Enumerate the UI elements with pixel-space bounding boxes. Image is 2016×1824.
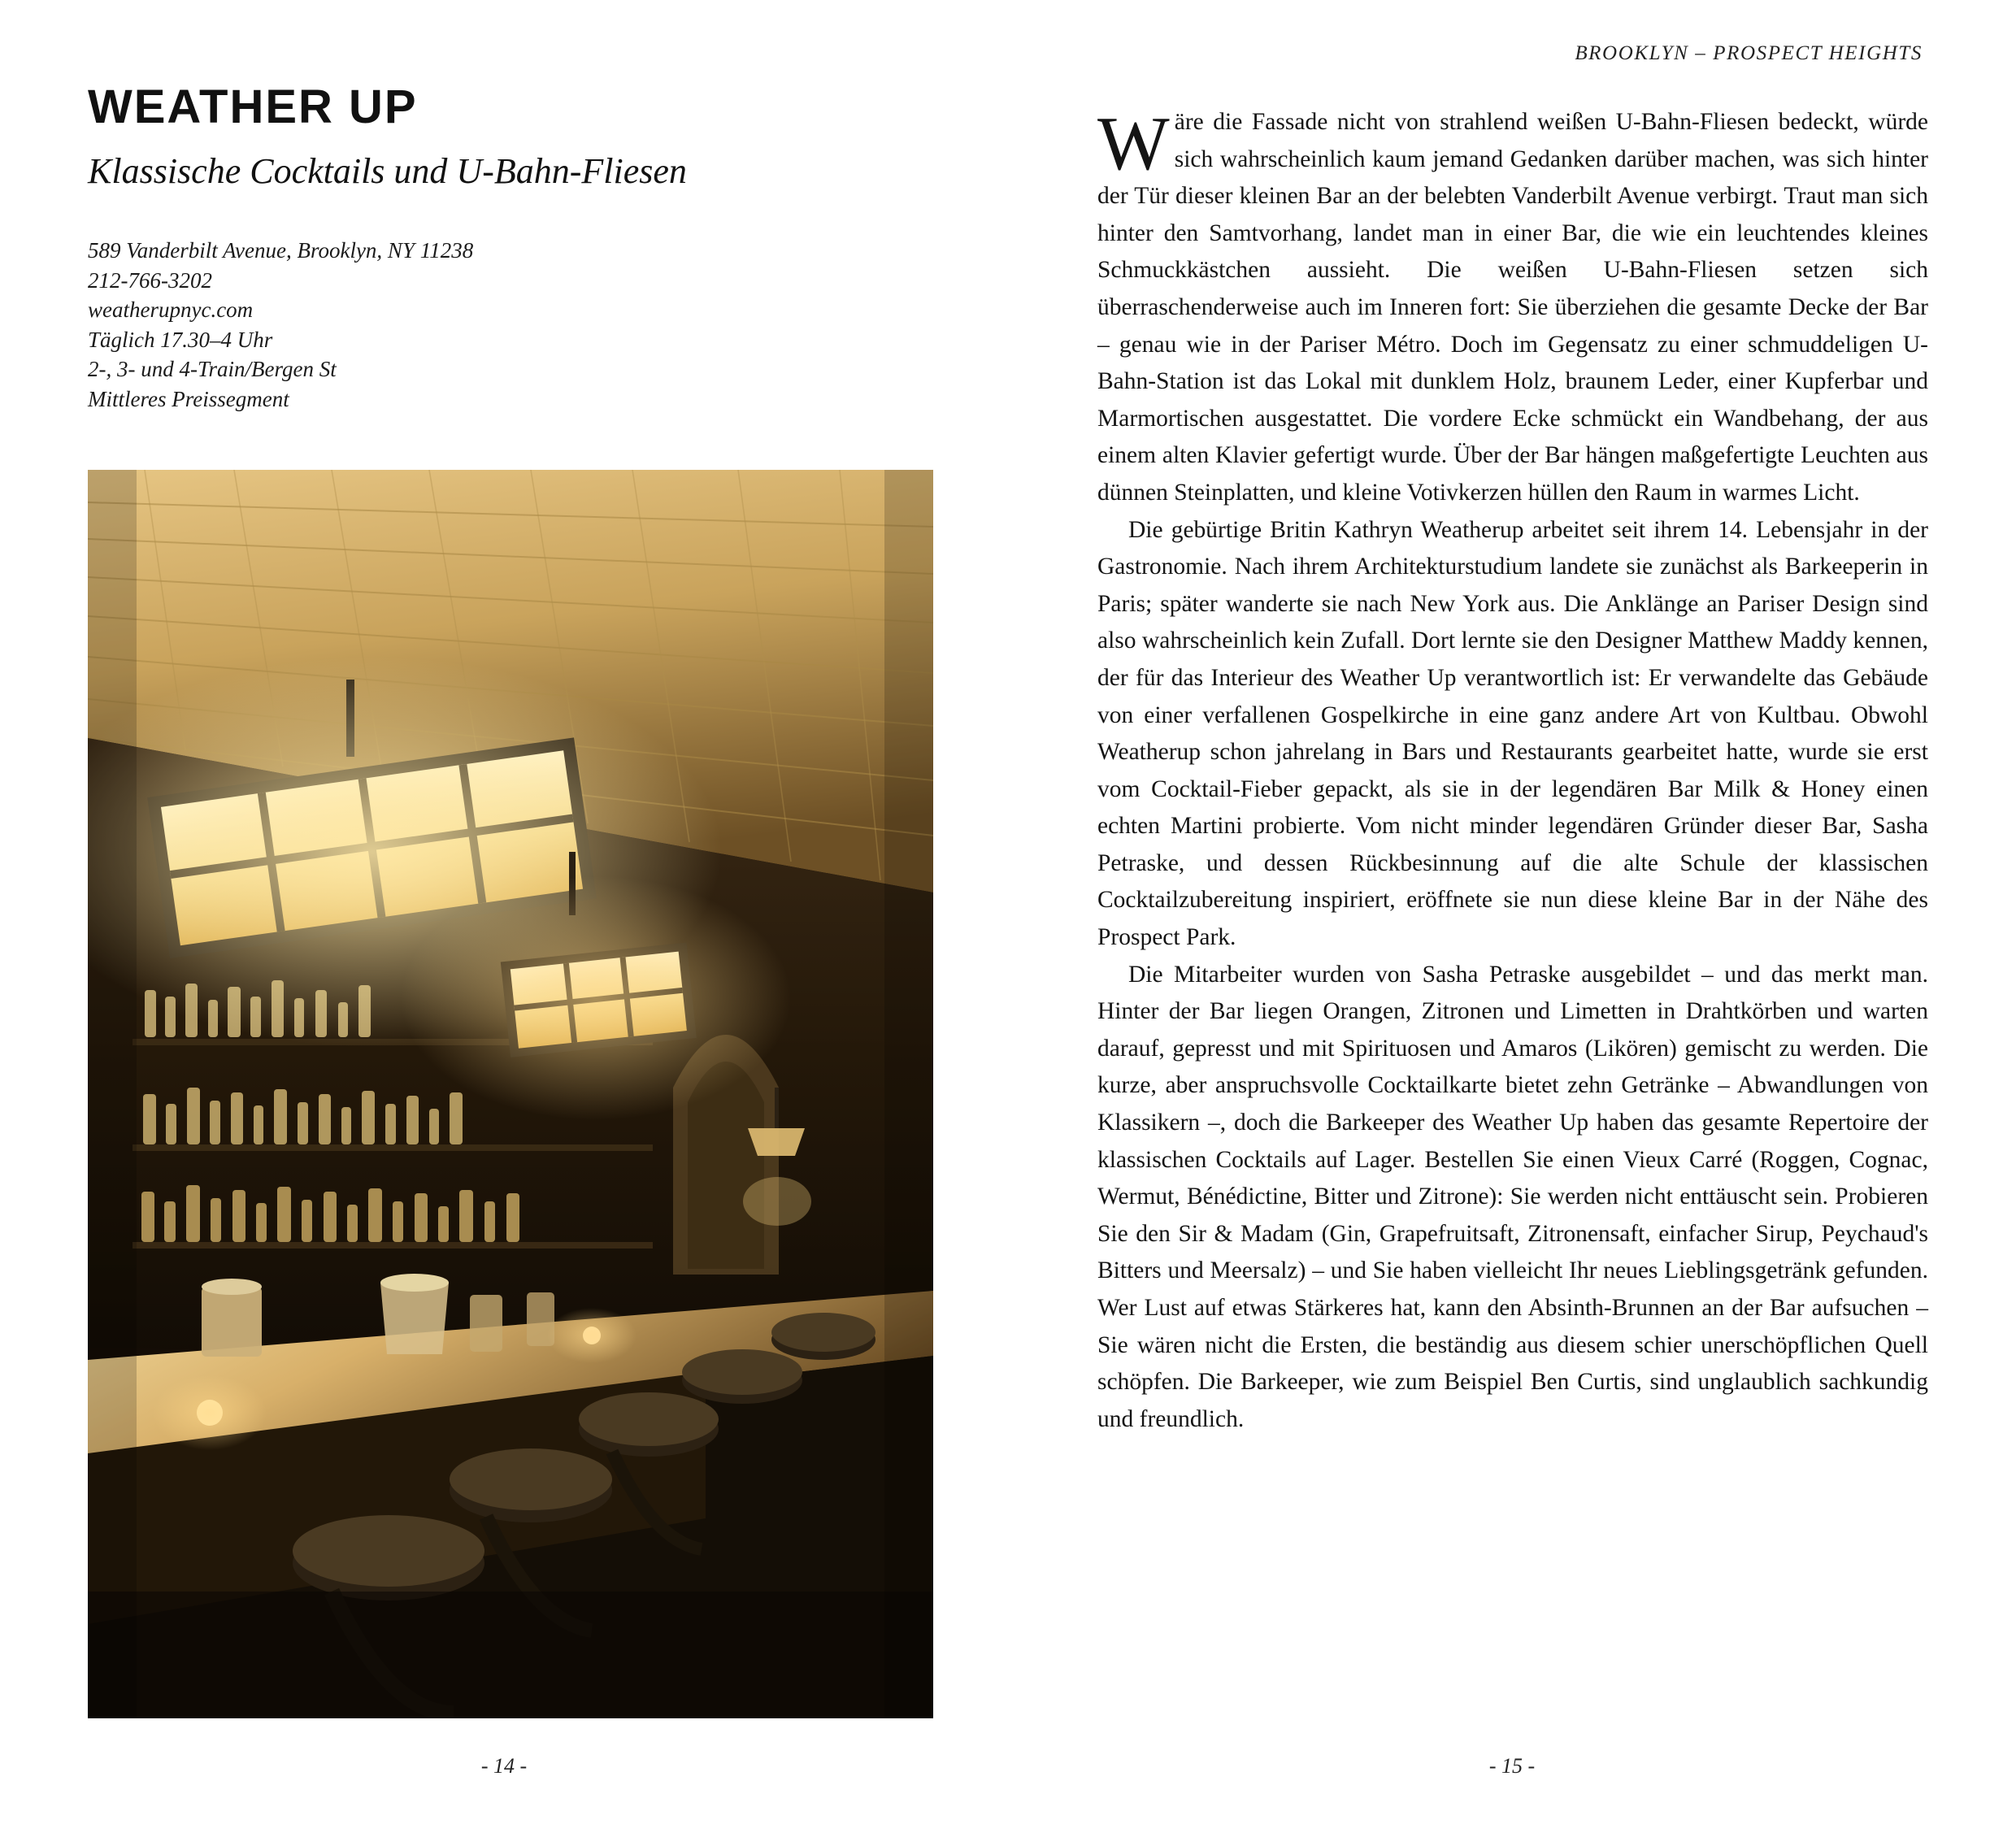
venue-hours: Täglich 17.30–4 Uhr: [88, 327, 273, 352]
page-number-left: - 14 -: [480, 1754, 528, 1778]
page-number-right: - 15 -: [1488, 1754, 1536, 1778]
running-head: BROOKLYN – PROSPECT HEIGHTS: [1575, 42, 1923, 64]
page-title: WEATHER UP: [88, 80, 418, 133]
bar-interior-photo: [88, 470, 933, 1718]
venue-address: 589 Vanderbilt Avenue, Brooklyn, NY 11238: [88, 238, 474, 263]
paragraph-3: Die Mitarbeiter wurden von Sasha Petraske ausgebildet – und das merkt man. Hinter der Bar liegen Orangen, Zitronen und Limetten in Drahtkörben und warten darauf, gepresst und mit Spirituosen und Amaros (Likören) gemischt zu werden. Die kurze, aber anspruchsvolle Cocktailkarte bietet zehn Getränke – Abwandlungen von Klassikern –, doch die Barkeeper des Weather Up haben das gesamte Repertoire der klassischen Cocktails auf Lager. Bestellen Sie einen Vieux Carré (Roggen, Cognac, Wermut, Bénédictine, Bitter und Zitrone): Sie werden nicht enttäuscht sein. Probieren Sie den Sir & Madam (Gin, Grapefruitsaft, Zitronensaft, einfacher Sirup, Peychaud's Bitters und Meersalz) – und Sie haben vielleicht Ihr neues Lieblingsgetränk gefunden. Wer Lust auf etwas Stärkeres hat, kann den Absinth-Brunnen an der Bar aufsuchen – Sie wären nicht die Ersten, die beständig aus diesem schier unerschöpflichen Quell schöpfen. Die Barkeeper, wie zum Beispiel Ben Curtis, sind unglaublich sachkundig und freundlich.: [1097, 961, 1928, 1432]
paragraph-1-text: äre die Fassade nicht von strahlend weißen U-Bahn-Fliesen bedeckt, würde sich wahrscheinlich kaum jemand Gedanken darüber machen, was sich hinter der Tür dieser kleinen Bar an der belebten Vanderbilt Avenue verbirgt. Traut man sich hinter den Samtvorhang, landet man in einer Bar, die wie ein leuchtendes kleines Schmuckkästchen aussieht. Die weißen U-Bahn-Fliesen setzen sich überraschenderweise auch im Inneren fort: Sie überziehen die gesamte Decke der Bar – genau wie in der Pariser Métro. Doch im Gegensatz zu einer schmuddeligen U-Bahn-Station ist das Lokal mit dunklem Holz, braunem Leder, einer Kupferbar und Marmortischen ausgestattet. Die vordere Ecke schmückt ein Wandbehang, der aus einem alten Klavier gefertigt wurde. Über der Bar hängen maßgefertigte Leuchten aus dünnen Steinplatten, und kleine Votivkerzen hüllen den Raum in warmes Licht.: [1097, 109, 1928, 506]
right-page: [1008, 0, 2016, 1824]
venue-phone: 212-766-3202: [88, 267, 212, 293]
paragraph-2: Die gebürtige Britin Kathryn Weatherup arbeitet seit ihrem 14. Lebensjahr in der Gastronomie. Nach ihrem Architekturstudium landete sie zunächst als Barkeeperin in Paris; später wanderte sie nach New York aus. Die Anklänge an Pariser Design sind also wahrscheinlich kein Zufall. Dort lernte sie den Designer Matthew Maddy kennen, der für das Interieur des Weather Up verantwortlich ist: Er verwandelte das Gebäude von einer verfallenen Gospelkirche in eine ganz andere Art von Kultbau. Obwohl Weatherup schon jahrelang in Bars und Restaurants gearbeitet hatte, wurde sie erst vom Cocktail-Fieber gepackt, als sie in der legendären Bar Milk & Honey einen echten Martini probierte. Vom nicht minder legendären Gründer dieser Bar, Sasha Petraske, und dessen Rückbesinnung auf die alte Schule der klassischen Cocktailzubereitung inspiriert, eröffnete sie nun diese kleine Bar in der Nähe des Prospect Park.: [1097, 516, 1928, 951]
venue-website: weatherupnyc.com: [88, 297, 254, 322]
bar-interior-illustration: [88, 470, 933, 1718]
body-text-column: [1097, 104, 1928, 1438]
paragraph-1: [1097, 104, 1928, 512]
venue-price-range: Mittleres Preissegment: [88, 386, 289, 411]
drop-cap: W: [1097, 102, 1170, 186]
venue-transit: 2-, 3- und 4-Train/Bergen St: [88, 357, 337, 381]
venue-info-block: [88, 236, 473, 414]
page-subtitle: Klassische Cocktails und U-Bahn-Fliesen: [88, 151, 687, 191]
